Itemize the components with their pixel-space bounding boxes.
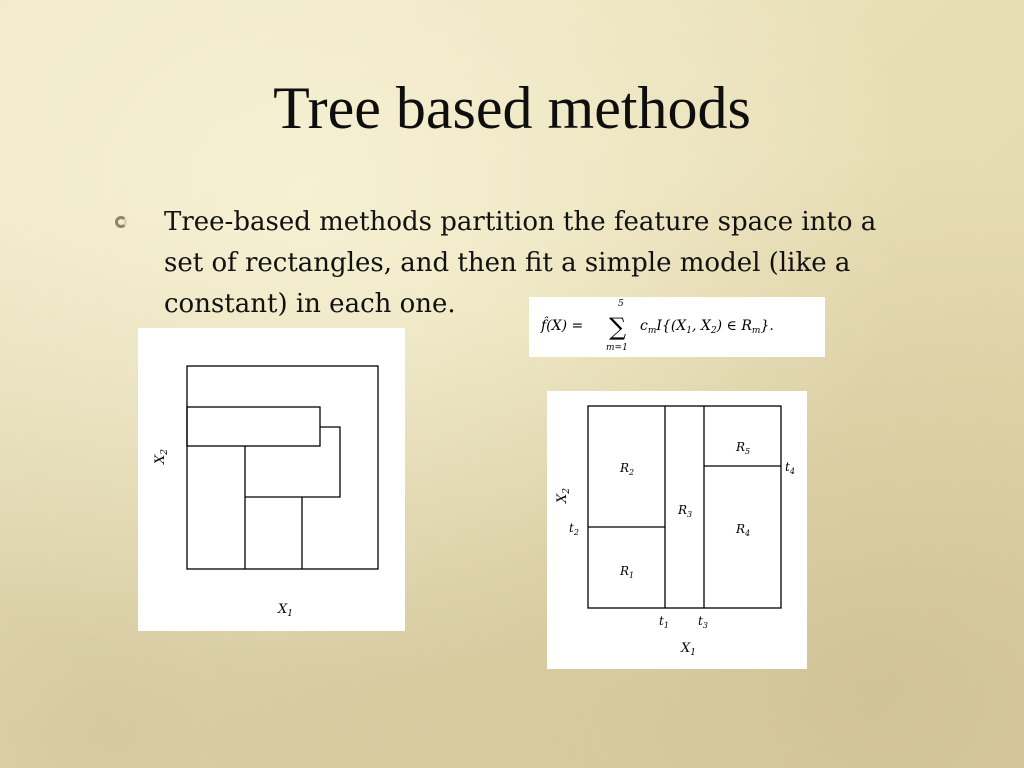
threshold-t2: $t_2$ xyxy=(569,521,579,537)
formula-end: ) ∈ R xyxy=(716,318,752,334)
formula-mid: , X xyxy=(692,318,711,334)
right-x-axis-label: $X_1$ xyxy=(681,641,696,658)
threshold-t1: $t_1$ xyxy=(659,614,669,630)
threshold-t4: $t_4$ xyxy=(785,460,795,476)
formula-indicator: I{(X xyxy=(656,318,687,334)
formula-x1-sub: 1 xyxy=(686,326,692,336)
formula-sum-upper: 5 xyxy=(618,299,624,309)
left-overlap-rect xyxy=(245,427,340,497)
formula-sum-symbol: ∑ xyxy=(609,313,627,341)
formula-rhs xyxy=(640,318,774,336)
right-partition-svg xyxy=(547,391,807,669)
left-partition-svg xyxy=(138,328,405,631)
formula-svg xyxy=(529,297,825,357)
right-y-axis-label: $X_2$ xyxy=(555,488,572,503)
bullet-text: Tree-based methods partition the feature space into a set of rectangles, and then fit a simple model (like a constant) in each one. xyxy=(164,207,877,319)
formula-rm-sub: m xyxy=(751,326,761,336)
region-r2: $R_2$ xyxy=(620,461,635,477)
region-r4: $R_4$ xyxy=(736,522,751,538)
left-partition-figure xyxy=(138,328,405,631)
threshold-t3: $t_3$ xyxy=(698,614,708,630)
slide-title: Tree based methods xyxy=(273,75,751,141)
region-r1: $R_1$ xyxy=(620,564,635,580)
bullet-marker-icon xyxy=(115,216,127,228)
formula-c: c xyxy=(640,318,648,334)
formula-lhs: f̂(X) = xyxy=(541,318,584,334)
formula-c-sub: m xyxy=(647,326,657,336)
formula-x2-sub: 2 xyxy=(710,326,717,336)
formula-close: }. xyxy=(760,318,774,334)
formula-sum-lower: m=1 xyxy=(606,343,628,353)
left-x-axis-label: $X_1$ xyxy=(278,602,293,619)
left-outer-box xyxy=(187,366,378,569)
left-y-axis-label: $X_2$ xyxy=(153,449,170,464)
region-r3: $R_3$ xyxy=(678,503,693,519)
region-r5: $R_5$ xyxy=(736,440,751,456)
formula-box xyxy=(529,297,825,357)
right-partition-figure xyxy=(547,391,807,669)
left-wide-rect xyxy=(187,407,320,446)
